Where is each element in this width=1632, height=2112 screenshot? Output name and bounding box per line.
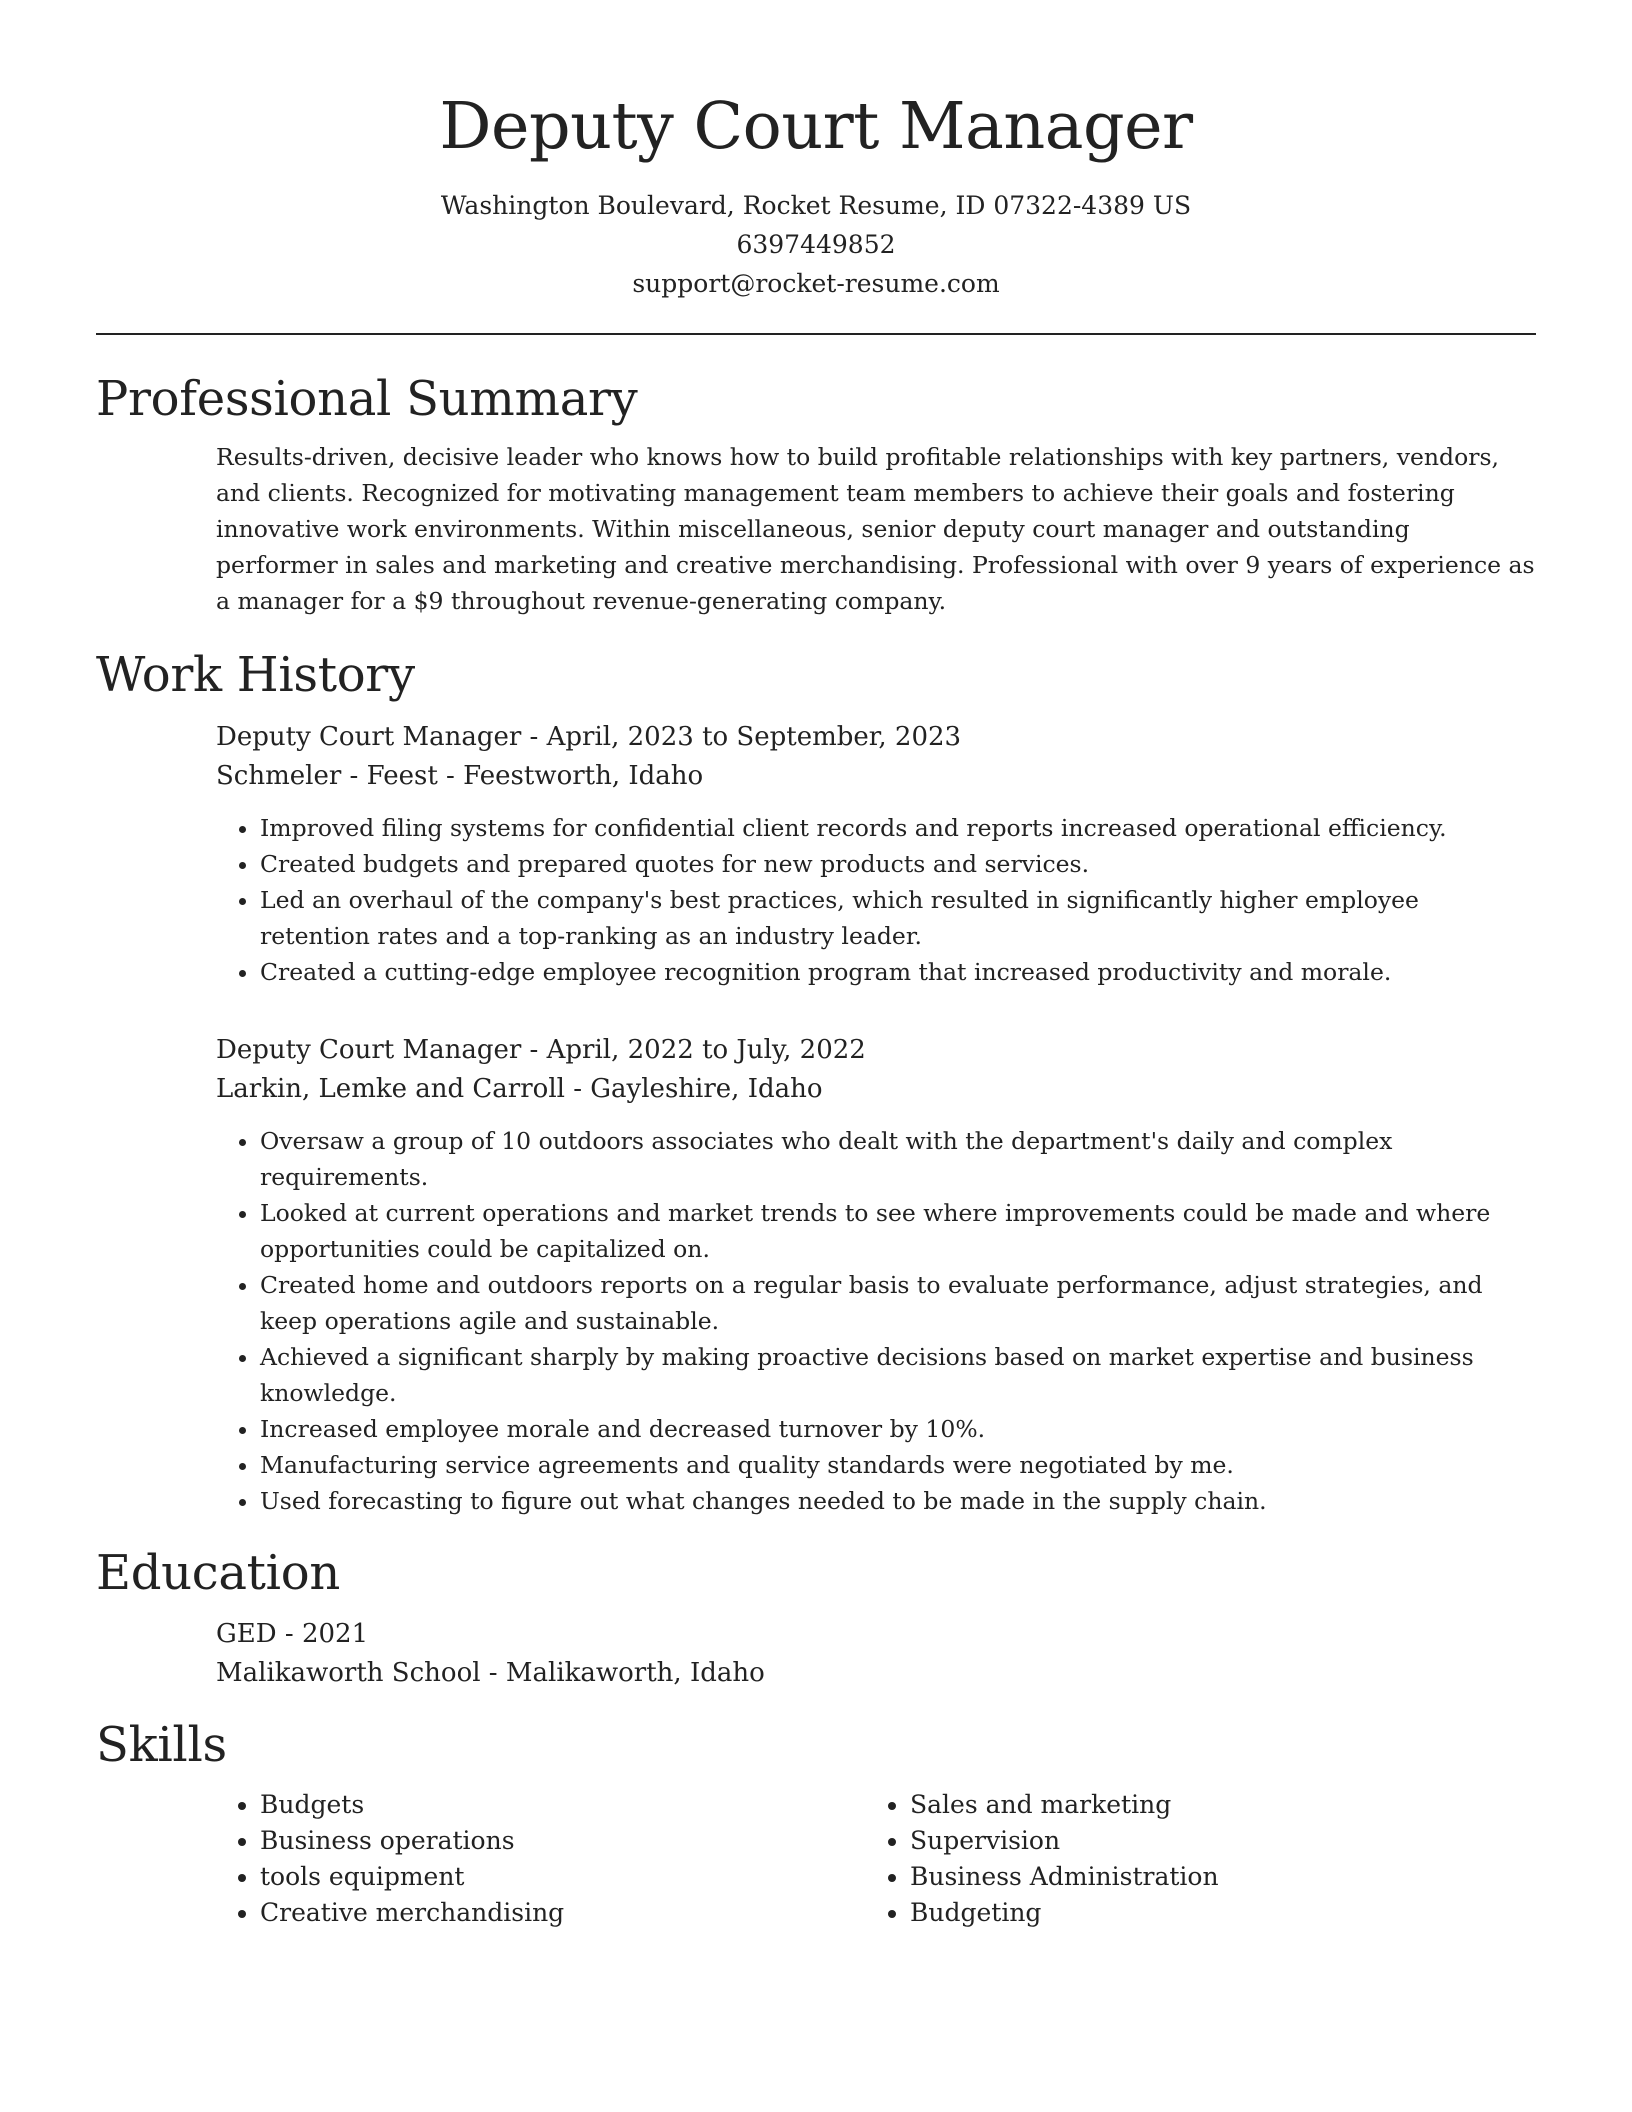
contact-address: Washington Boulevard, Rocket Resume, ID 07322-4389 US xyxy=(440,191,1192,220)
job-entry xyxy=(216,717,1536,990)
skill-item: • Business Administration xyxy=(910,1859,1516,1895)
job-bullet: • Used forecasting to figure out what changes needed to be made in the supply chain. xyxy=(260,1483,1536,1519)
education-heading: Education xyxy=(96,1545,340,1601)
skill-item: • Sales and marketing xyxy=(910,1787,1516,1823)
job-company-line: Schmeler - Feest - Feestworth, Idaho xyxy=(216,761,704,791)
job-bullet: • Achieved a significant sharply by making proactive decisions based on market expertise and business knowledge. xyxy=(260,1339,1536,1411)
work-history-heading: Work History xyxy=(96,647,415,703)
contact-email: support@rocket-resume.com xyxy=(632,269,1000,298)
summary-text: Results-driven, decisive leader who knows how to build profitable relationships with key partners, vendors, and clients. Recognized for motivating management team members to achieve their goals and fostering innovative work environments. Within miscellaneous, senior deputy court manager and outstanding performer in sales and marketing and creative merchandising. Professional with over 9 years of experience as a manager for a $9 throughout revenue-generating company. xyxy=(216,443,1535,615)
job-location: Feestworth, Idaho xyxy=(463,761,704,791)
job-dates: April, 2022 to July, 2022 xyxy=(546,1035,866,1065)
education-entry xyxy=(216,1615,1536,1693)
job-bullet: • Looked at current operations and market trends to see where improvements could be made and where opportunities could be capitalized on. xyxy=(260,1195,1536,1267)
education-degree-line: GED - 2021 xyxy=(216,1619,369,1649)
job-bullet: • Led an overhaul of the company's best practices, which resulted in significantly higher employee retention rates and a top-ranking as an industry leader. xyxy=(260,882,1536,954)
job-bullet: • Created budgets and prepared quotes for new products and services. xyxy=(260,846,1536,882)
skill-item: • Budgets xyxy=(260,1787,866,1823)
education-location: Malikaworth, Idaho xyxy=(505,1658,765,1688)
job-title-line: Deputy Court Manager - April, 2023 to September, 2023 xyxy=(216,722,962,752)
job-bullet: • Created a cutting-edge employee recognition program that increased productivity and morale. xyxy=(260,954,1536,990)
job-company-line: Larkin, Lemke and Carroll - Gayleshire, Idaho xyxy=(216,1074,823,1104)
education-school: Malikaworth School xyxy=(216,1658,481,1688)
skill-item: • Budgeting xyxy=(910,1895,1516,1931)
education-degree: GED xyxy=(216,1619,277,1649)
job-bullet: • Improved filing systems for confidential client records and reports increased operational efficiency. xyxy=(260,810,1536,846)
job-company: Schmeler - Feest xyxy=(216,761,438,791)
education-year: 2021 xyxy=(301,1619,369,1649)
job-bullet: • Oversaw a group of 10 outdoors associates who dealt with the department's daily and complex requirements. xyxy=(260,1123,1536,1195)
summary-heading: Professional Summary xyxy=(96,371,638,427)
education-school-line: Malikaworth School - Malikaworth, Idaho xyxy=(216,1658,765,1688)
skills-heading: Skills xyxy=(96,1717,227,1773)
job-bullet: • Created home and outdoors reports on a regular basis to evaluate performance, adjust strategies, and keep operations agile and sustainable. xyxy=(260,1267,1536,1339)
skills-column-left xyxy=(216,1787,866,1931)
skill-item: • Business operations xyxy=(260,1823,866,1859)
job-bullet: • Manufacturing service agreements and quality standards were negotiated by me. xyxy=(260,1447,1536,1483)
job-company: Larkin, Lemke and Carroll xyxy=(216,1074,565,1104)
job-dates: April, 2023 to September, 2023 xyxy=(546,722,962,752)
skills-list xyxy=(216,1787,1536,1931)
resume-page xyxy=(96,0,1536,1931)
contact-phone: 6397449852 xyxy=(736,230,896,259)
job-location: Gayleshire, Idaho xyxy=(590,1074,823,1104)
job-role: Deputy Court Manager xyxy=(216,1035,522,1065)
skill-item: • Creative merchandising xyxy=(260,1895,866,1931)
job-bullets xyxy=(216,810,1536,990)
job-role: Deputy Court Manager xyxy=(216,722,522,752)
skill-item: • Supervision xyxy=(910,1823,1516,1859)
job-bullet: • Increased employee morale and decreased turnover by 10%. xyxy=(260,1411,1536,1447)
resume-header xyxy=(96,0,1536,303)
job-title-line: Deputy Court Manager - April, 2022 to July, 2022 xyxy=(216,1035,866,1065)
candidate-name: Deputy Court Manager xyxy=(439,89,1193,164)
skills-column-right xyxy=(866,1787,1516,1931)
job-entry xyxy=(216,1030,1536,1519)
header-divider xyxy=(96,333,1536,335)
skill-item: • tools equipment xyxy=(260,1859,866,1895)
job-bullets xyxy=(216,1123,1536,1519)
